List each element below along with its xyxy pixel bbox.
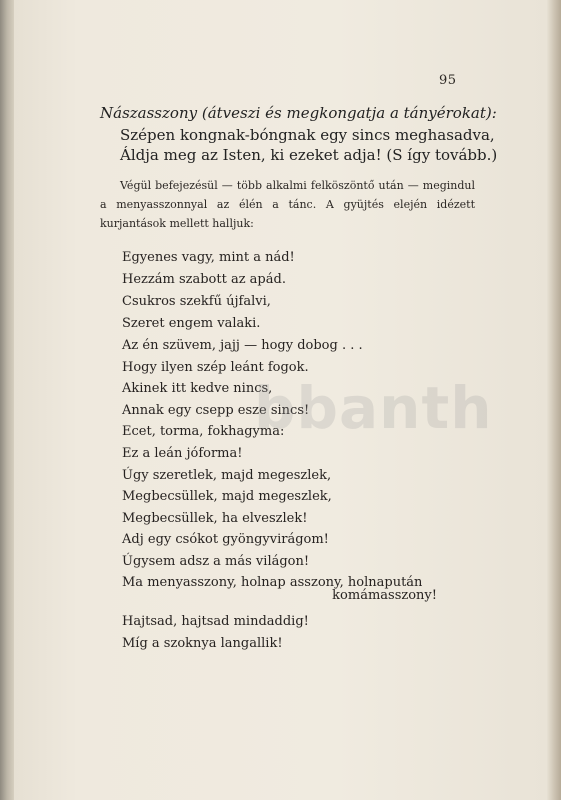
song-line: Megbecsüllek, ha elveszlek! [122,511,308,526]
song-line: Ecet, torma, fokhagyma: [122,424,285,439]
watermark: bbanth [254,374,493,442]
song-line: Megbecsüllek, majd megeszlek, [122,489,332,504]
song-line: Adj egy csókot gyöngyvirágom! [122,532,329,547]
prose-paragraph [100,176,475,233]
song-line: Míg a szoknya langallik! [122,636,283,651]
song-line: Ez a leán jóforma! [122,446,243,461]
song-line: Az én szüvem, jajj — hogy dobog . . . [122,338,363,353]
song-line: Úgy szeretlek, majd megeszlek, [122,468,332,483]
song-line: Akinek itt kedve nincs, [122,381,273,396]
song-line: Ma menyasszony, holnap asszony, holnapután [122,575,423,590]
song-line-continuation: komámasszony! [332,588,437,603]
page-fore-edge [547,0,561,800]
song-line: Hezzám szabott az apád. [122,272,286,287]
song-line: Annak egy csepp esze sincs! [122,403,310,418]
page-number: 95 [439,73,457,88]
prose-text: Végül befejezésül — több alkalmi felköszöntő után — megindul a menyasszonnyal az élén a tánc. A gyüjtés elején idézett kurjantások mellett halljuk: [100,179,475,230]
speaker-line: Nászasszony (átveszi és megkongatja a tányérokat): [100,104,497,122]
book-page [14,0,547,800]
song-line: Szeret engem valaki. [122,316,261,331]
song-line: Hogy ilyen szép leánt fogok. [122,360,309,375]
speech-line: Szépen kongnak-bóngnak egy sincs meghasadva, [120,126,495,144]
song-line: Hajtsad, hajtsad mindaddig! [122,614,309,629]
song-line: Úgysem adsz a más világon! [122,554,310,569]
song-line: Egyenes vagy, mint a nád! [122,250,295,265]
song-line: Csukros szekfű újfalvi, [122,294,271,309]
speech-line: Áldja meg az Isten, ki ezeket adja! (S így tovább.) [120,146,498,164]
